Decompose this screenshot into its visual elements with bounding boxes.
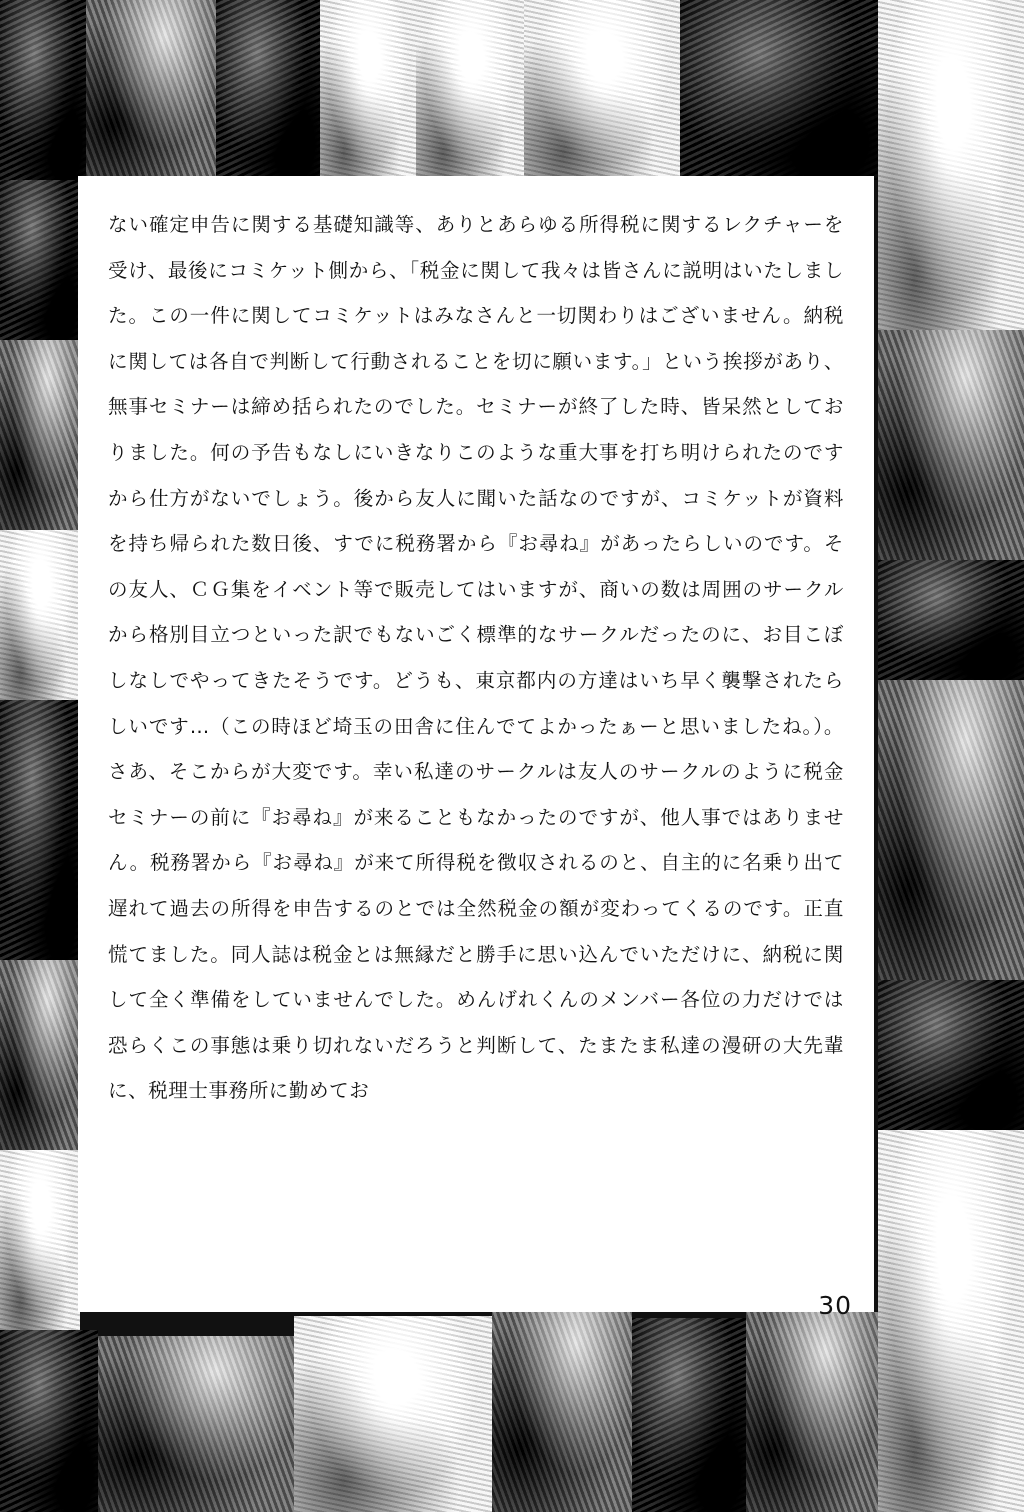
collage-photo bbox=[416, 0, 524, 180]
collage-photo bbox=[294, 1316, 492, 1512]
collage-photo bbox=[878, 680, 1024, 980]
collage-photo bbox=[878, 560, 1024, 680]
collage-photo bbox=[0, 340, 80, 530]
collage-photo bbox=[878, 980, 1024, 1130]
collage-photo bbox=[0, 530, 80, 700]
collage-photo bbox=[746, 1312, 878, 1512]
text-column bbox=[78, 176, 874, 1320]
collage-photo bbox=[0, 1150, 80, 1330]
collage-photo bbox=[878, 0, 1024, 330]
collage-photo bbox=[878, 1130, 1024, 1512]
collage-photo bbox=[632, 1318, 746, 1512]
collage-photo bbox=[0, 700, 80, 960]
collage-photo bbox=[0, 180, 80, 340]
collage-photo bbox=[524, 0, 680, 180]
article-body: ない確定申告に関する基礎知識等、ありとあらゆる所得税に関するレクチャーを受け、最後にコミケット側から、「税金に関して我々は皆さんに説明はいたしました。この一件に関してコミケットはみなさんと一切関わりはございません。納税に関しては各自で判断して行動されることを切に願います。」という挨拶があり、無事セミナーは締め括られたのでした。セミナーが終了した時、皆呆然としておりました。何の予告もなしにいきなりこのような重大事を打ち明けられたのですから仕方がないでしょう。後から友人に聞いた話なのですが、コミケットが資料を持ち帰られた数日後、すでに税務署から『お尋ね』があったらしいのです。その友人、ＣＧ集をイベント等で販売してはいますが、商いの数は周囲のサークルから格別目立つといった訳でもないごく標準的なサークルだったのに、お目こぼしなしでやってきたそうです。どうも、東京都内の方達はいち早く襲撃されたらしいです…（この時ほど埼玉の田舎に住んでてよかったぁーと思いましたね。）。さあ、そこからが大変です。幸い私達のサークルは友人のサークルのように税金セミナーの前に『お尋ね』が来ることもなかったのですが、他人事ではありません。税務署から『お尋ね』が来て所得税を徴収されるのと、自主的に名乗り出て遅れて過去の所得を申告するのとでは全然税金の額が変わってくるのです。正直慌てました。同人誌は税金とは無縁だと勝手に思い込んでいただけに、納税に関して全く準備をしていませんでした。めんげれくんのメンバー各位の力だけでは恐らくこの事態は乗り切れないだろうと判断して、たまたま私達の漫研の大先輩に、税理士事務所に勤めてお bbox=[108, 213, 844, 1103]
collage-photo bbox=[680, 0, 878, 180]
collage-photo bbox=[216, 0, 320, 180]
collage-photo bbox=[0, 0, 86, 180]
page-number: 30 bbox=[818, 1291, 852, 1320]
collage-photo bbox=[320, 0, 416, 180]
collage-photo bbox=[492, 1300, 632, 1512]
collage-photo bbox=[86, 0, 216, 180]
collage-photo bbox=[0, 1330, 98, 1512]
collage-photo bbox=[0, 960, 80, 1150]
collage-photo bbox=[98, 1336, 294, 1512]
collage-photo bbox=[878, 330, 1024, 560]
